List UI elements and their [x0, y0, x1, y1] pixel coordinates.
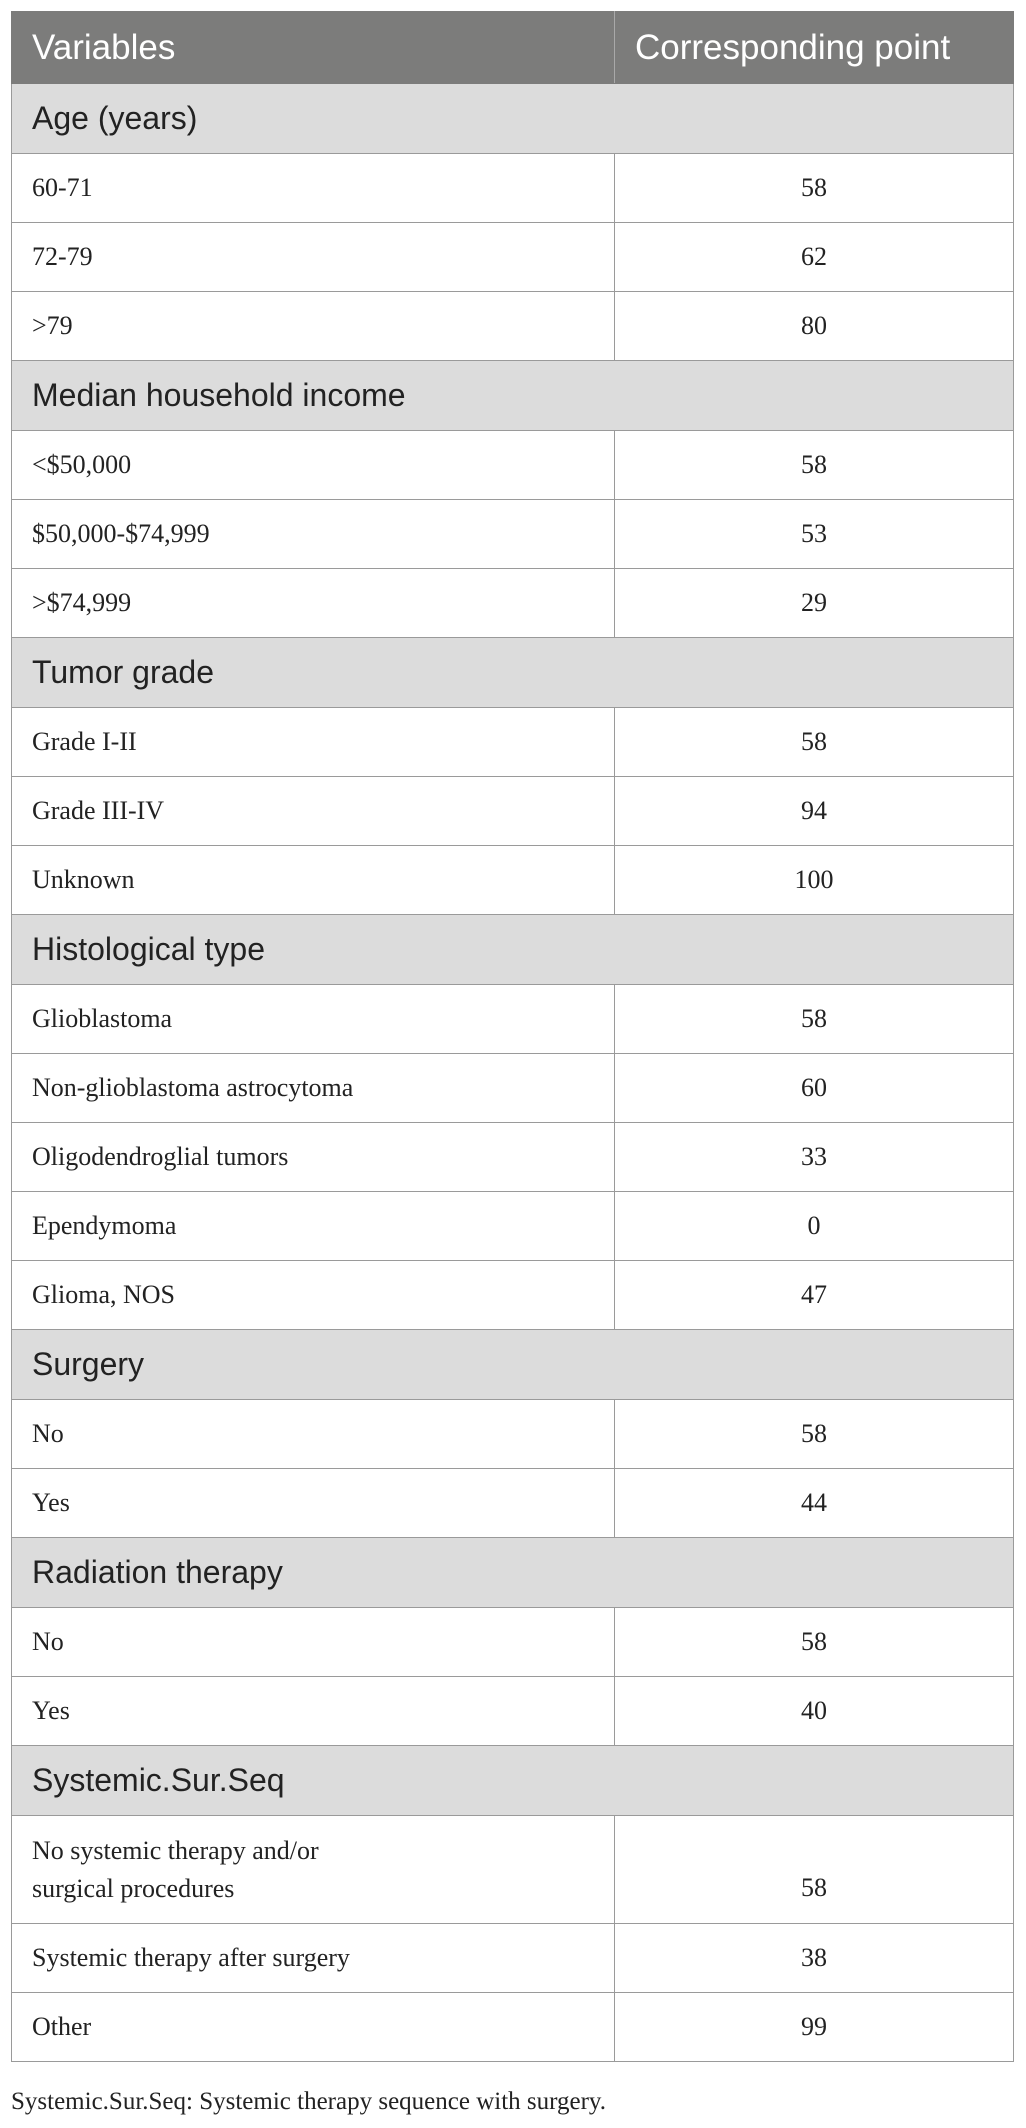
table-row: [12, 1123, 1014, 1192]
point-cell: 47: [615, 1261, 1014, 1330]
point-cell: 38: [615, 1924, 1014, 1993]
group-title: Tumor grade: [12, 638, 1014, 708]
point-cell: 58: [615, 1400, 1014, 1469]
point-cell: 80: [615, 292, 1014, 361]
variable-cell: Non-glioblastoma astrocytoma: [12, 1054, 615, 1123]
table-row: [12, 1677, 1014, 1746]
group-title: Median household income: [12, 361, 1014, 431]
point-cell: 58: [615, 708, 1014, 777]
point-cell: 44: [615, 1469, 1014, 1538]
point-cell: 60: [615, 1054, 1014, 1123]
variable-cell: <$50,000: [12, 431, 615, 500]
group-title: Histological type: [12, 915, 1014, 985]
variable-cell: Grade III-IV: [12, 777, 615, 846]
point-cell: 99: [615, 1993, 1014, 2062]
table-row: [12, 154, 1014, 223]
table-row: [12, 431, 1014, 500]
group-row-income: [12, 361, 1014, 431]
variable-cell: 72-79: [12, 223, 615, 292]
variable-cell: Grade I-II: [12, 708, 615, 777]
variable-cell: Glioblastoma: [12, 985, 615, 1054]
variable-cell: Oligodendroglial tumors: [12, 1123, 615, 1192]
group-row-histological-type: [12, 915, 1014, 985]
variable-cell: >$74,999: [12, 569, 615, 638]
header-row: [12, 12, 1014, 84]
point-cell: 58: [615, 1816, 1014, 1924]
variables-header: Variables: [12, 12, 615, 84]
table-row: [12, 569, 1014, 638]
group-row-surgery: [12, 1330, 1014, 1400]
point-cell: 29: [615, 569, 1014, 638]
point-cell: 58: [615, 154, 1014, 223]
table-row: [12, 1924, 1014, 1993]
group-row-systemic-sur-seq: [12, 1746, 1014, 1816]
table-row: [12, 223, 1014, 292]
table-row: [12, 708, 1014, 777]
variable-cell: Systemic therapy after surgery: [12, 1924, 615, 1993]
point-cell: 0: [615, 1192, 1014, 1261]
point-header: Corresponding point: [615, 12, 1014, 84]
group-title: Surgery: [12, 1330, 1014, 1400]
point-cell: 40: [615, 1677, 1014, 1746]
point-cell: 58: [615, 985, 1014, 1054]
table-footnote: Systemic.Sur.Seq: Systemic therapy sequence with surgery.: [11, 2088, 607, 2115]
point-cell: 53: [615, 500, 1014, 569]
variable-cell: [12, 1816, 615, 1924]
group-title: Age (years): [12, 84, 1014, 154]
table-row: [12, 1192, 1014, 1261]
table-row: [12, 1608, 1014, 1677]
table-row: [12, 985, 1014, 1054]
point-cell: 58: [615, 431, 1014, 500]
variable-cell: 60-71: [12, 154, 615, 223]
table-row: [12, 1054, 1014, 1123]
point-cell: 62: [615, 223, 1014, 292]
table-row: [12, 1469, 1014, 1538]
table-row: [12, 1400, 1014, 1469]
variable-cell: No: [12, 1608, 615, 1677]
table-row: [12, 292, 1014, 361]
group-row-radiation-therapy: [12, 1538, 1014, 1608]
variable-cell: Other: [12, 1993, 615, 2062]
variable-cell: Glioma, NOS: [12, 1261, 615, 1330]
table-row: [12, 1261, 1014, 1330]
variable-cell: >79: [12, 292, 615, 361]
table-row: [12, 777, 1014, 846]
group-title: Systemic.Sur.Seq: [12, 1746, 1014, 1816]
table-row: [12, 846, 1014, 915]
variable-cell: No: [12, 1400, 615, 1469]
point-cell: 58: [615, 1608, 1014, 1677]
variable-cell: Yes: [12, 1469, 615, 1538]
variable-cell: Unknown: [12, 846, 615, 915]
table-row: [12, 500, 1014, 569]
variable-label-line: surgical procedures: [32, 1873, 235, 1903]
point-cell: 100: [615, 846, 1014, 915]
variable-cell: Yes: [12, 1677, 615, 1746]
table-row: [12, 1816, 1014, 1924]
point-cell: 33: [615, 1123, 1014, 1192]
group-title: Radiation therapy: [12, 1538, 1014, 1608]
variable-cell: Ependymoma: [12, 1192, 615, 1261]
table-row: [12, 1993, 1014, 2062]
points-table: [11, 11, 1014, 2062]
group-row-tumor-grade: [12, 638, 1014, 708]
point-cell: 94: [615, 777, 1014, 846]
group-row-age: [12, 84, 1014, 154]
variable-label-line: No systemic therapy and/or: [32, 1835, 319, 1865]
variable-cell: $50,000-$74,999: [12, 500, 615, 569]
